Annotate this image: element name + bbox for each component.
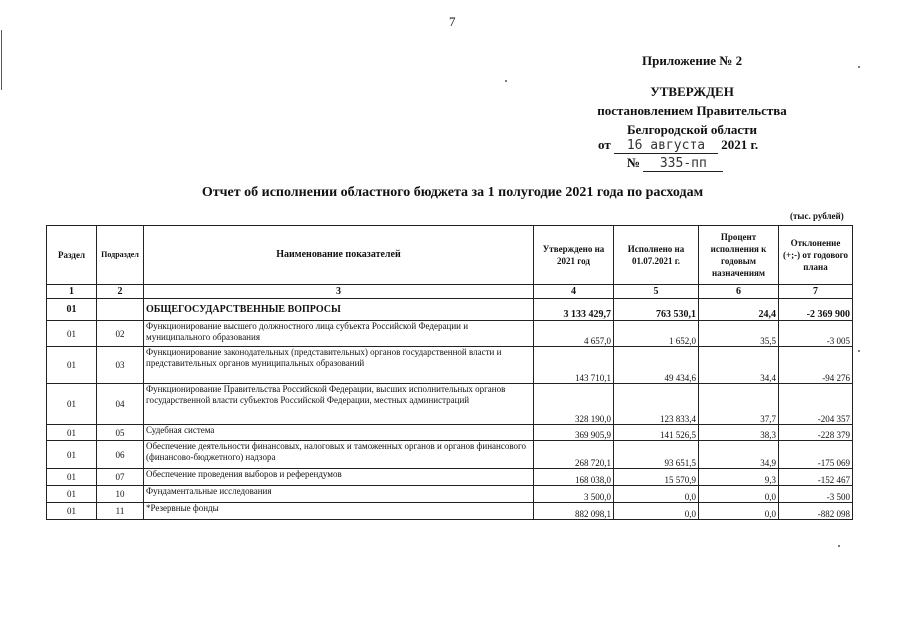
approval-line-2: постановлением Правительства <box>597 103 787 118</box>
cell-razdel: 01 <box>47 299 97 321</box>
table-row <box>47 384 853 425</box>
cell-razdel: 01 <box>47 503 97 520</box>
date-prefix: от <box>598 137 611 152</box>
header-executed: Исполнено на 01.07.2021 г. <box>614 226 699 285</box>
cell-approved: 268 720,1 <box>534 441 614 469</box>
cell-name: Функционирование высшего должностного лица субъекта Российской Федерации и муниципального образования <box>144 321 534 347</box>
cell-podrazdel: 11 <box>97 503 144 520</box>
cell-razdel: 01 <box>47 384 97 425</box>
cell-razdel: 01 <box>47 321 97 347</box>
cell-approved: 4 657,0 <box>534 321 614 347</box>
cell-percent: 24,4 <box>699 299 779 321</box>
approval-date <box>598 137 758 154</box>
cell-approved: 3 133 429,7 <box>534 299 614 321</box>
approval-line-3: Белгородской области <box>626 122 758 137</box>
scan-speck <box>505 80 507 82</box>
cell-executed: 15 570,9 <box>614 469 699 486</box>
table-row <box>47 347 853 384</box>
cell-name: Обеспечение проведения выборов и референдумов <box>144 469 534 486</box>
header-razdel: Раздел <box>47 226 97 285</box>
cell-percent: 37,7 <box>699 384 779 425</box>
cell-executed: 763 530,1 <box>614 299 699 321</box>
cell-deviation: -94 276 <box>779 347 853 384</box>
cell-name: ОБЩЕГОСУДАРСТВЕННЫЕ ВОПРОСЫ <box>144 299 534 321</box>
cell-executed: 0,0 <box>614 486 699 503</box>
cell-deviation: -3 500 <box>779 486 853 503</box>
cell-podrazdel <box>97 299 144 321</box>
column-number-row <box>47 285 853 299</box>
cell-approved: 328 190,0 <box>534 384 614 425</box>
cell-podrazdel: 04 <box>97 384 144 425</box>
expenditure-table <box>46 225 853 520</box>
cell-razdel: 01 <box>47 347 97 384</box>
table-row <box>47 441 853 469</box>
number-prefix: № <box>627 155 641 170</box>
cell-podrazdel: 03 <box>97 347 144 384</box>
cell-name: Функционирование Правительства Российской Федерации, высших исполнительных органов государственной власти субъектов Российской Федерации, местных администраций <box>144 384 534 425</box>
header-podrazdel: Подраздел <box>97 226 144 285</box>
cell-deviation: -175 069 <box>779 441 853 469</box>
cell-deviation: -204 357 <box>779 384 853 425</box>
cell-approved: 369 905,9 <box>534 425 614 441</box>
date-value: 16 августа <box>614 138 718 154</box>
table-row <box>47 299 853 321</box>
cell-approved: 168 038,0 <box>534 469 614 486</box>
cell-deviation: -882 098 <box>779 503 853 520</box>
cell-executed: 49 434,6 <box>614 347 699 384</box>
units-label: (тыс. рублей) <box>790 211 844 221</box>
date-suffix: 2021 г. <box>721 137 759 152</box>
number-value: 335-пп <box>643 156 723 172</box>
cell-percent: 34,4 <box>699 347 779 384</box>
appendix-label: Приложение № 2 <box>642 53 743 68</box>
cell-percent: 9,3 <box>699 469 779 486</box>
cell-percent: 34,9 <box>699 441 779 469</box>
scan-speck <box>858 350 860 352</box>
cell-name: Фундаментальные исследования <box>144 486 534 503</box>
approval-block <box>594 82 790 139</box>
approval-number <box>627 155 723 172</box>
table-row <box>47 321 853 347</box>
column-number: 3 <box>144 285 534 299</box>
approval-heading: УТВЕРЖДЕН <box>650 84 734 99</box>
scan-speck <box>838 545 840 547</box>
column-number: 7 <box>779 285 853 299</box>
cell-executed: 93 651,5 <box>614 441 699 469</box>
page-number: 7 <box>449 14 456 29</box>
table-row <box>47 425 853 441</box>
header-approved: Утверждено на 2021 год <box>534 226 614 285</box>
cell-approved: 143 710,1 <box>534 347 614 384</box>
cell-podrazdel: 02 <box>97 321 144 347</box>
cell-deviation: -2 369 900 <box>779 299 853 321</box>
scan-speck <box>858 66 860 68</box>
cell-name: Функционирование законодательных (представительных) органов государственной власти и представительных органов муниципальных образований <box>144 347 534 384</box>
cell-podrazdel: 06 <box>97 441 144 469</box>
cell-executed: 0,0 <box>614 503 699 520</box>
scan-edge-mark <box>1 30 2 90</box>
cell-executed: 141 526,5 <box>614 425 699 441</box>
cell-executed: 123 833,4 <box>614 384 699 425</box>
cell-name: Обеспечение деятельности финансовых, налоговых и таможенных органов и органов финансового (финансово-бюджетного) надзора <box>144 441 534 469</box>
cell-podrazdel: 10 <box>97 486 144 503</box>
cell-razdel: 01 <box>47 469 97 486</box>
cell-deviation: -152 467 <box>779 469 853 486</box>
cell-razdel: 01 <box>47 425 97 441</box>
table-row <box>47 503 853 520</box>
cell-razdel: 01 <box>47 441 97 469</box>
cell-podrazdel: 05 <box>97 425 144 441</box>
cell-executed: 1 652,0 <box>614 321 699 347</box>
cell-name: Судебная система <box>144 425 534 441</box>
column-number: 6 <box>699 285 779 299</box>
cell-razdel: 01 <box>47 486 97 503</box>
header-percent: Процент исполнения к годовым назначениям <box>699 226 779 285</box>
report-title: Отчет об исполнении областного бюджета за 1 полугодие 2021 года по расходам <box>201 185 704 200</box>
column-number: 1 <box>47 285 97 299</box>
table-row <box>47 486 853 503</box>
cell-percent: 0,0 <box>699 486 779 503</box>
cell-approved: 882 098,1 <box>534 503 614 520</box>
cell-name: *Резервные фонды <box>144 503 534 520</box>
header-deviation: Отклонение (+;-) от годового плана <box>779 226 853 285</box>
column-number: 5 <box>614 285 699 299</box>
cell-podrazdel: 07 <box>97 469 144 486</box>
cell-percent: 35,5 <box>699 321 779 347</box>
cell-approved: 3 500,0 <box>534 486 614 503</box>
column-number: 2 <box>97 285 144 299</box>
cell-deviation: -3 005 <box>779 321 853 347</box>
header-row <box>47 226 853 285</box>
cell-percent: 38,3 <box>699 425 779 441</box>
header-name: Наименование показателей <box>144 226 534 285</box>
table-row <box>47 469 853 486</box>
column-number: 4 <box>534 285 614 299</box>
cell-percent: 0,0 <box>699 503 779 520</box>
cell-deviation: -228 379 <box>779 425 853 441</box>
